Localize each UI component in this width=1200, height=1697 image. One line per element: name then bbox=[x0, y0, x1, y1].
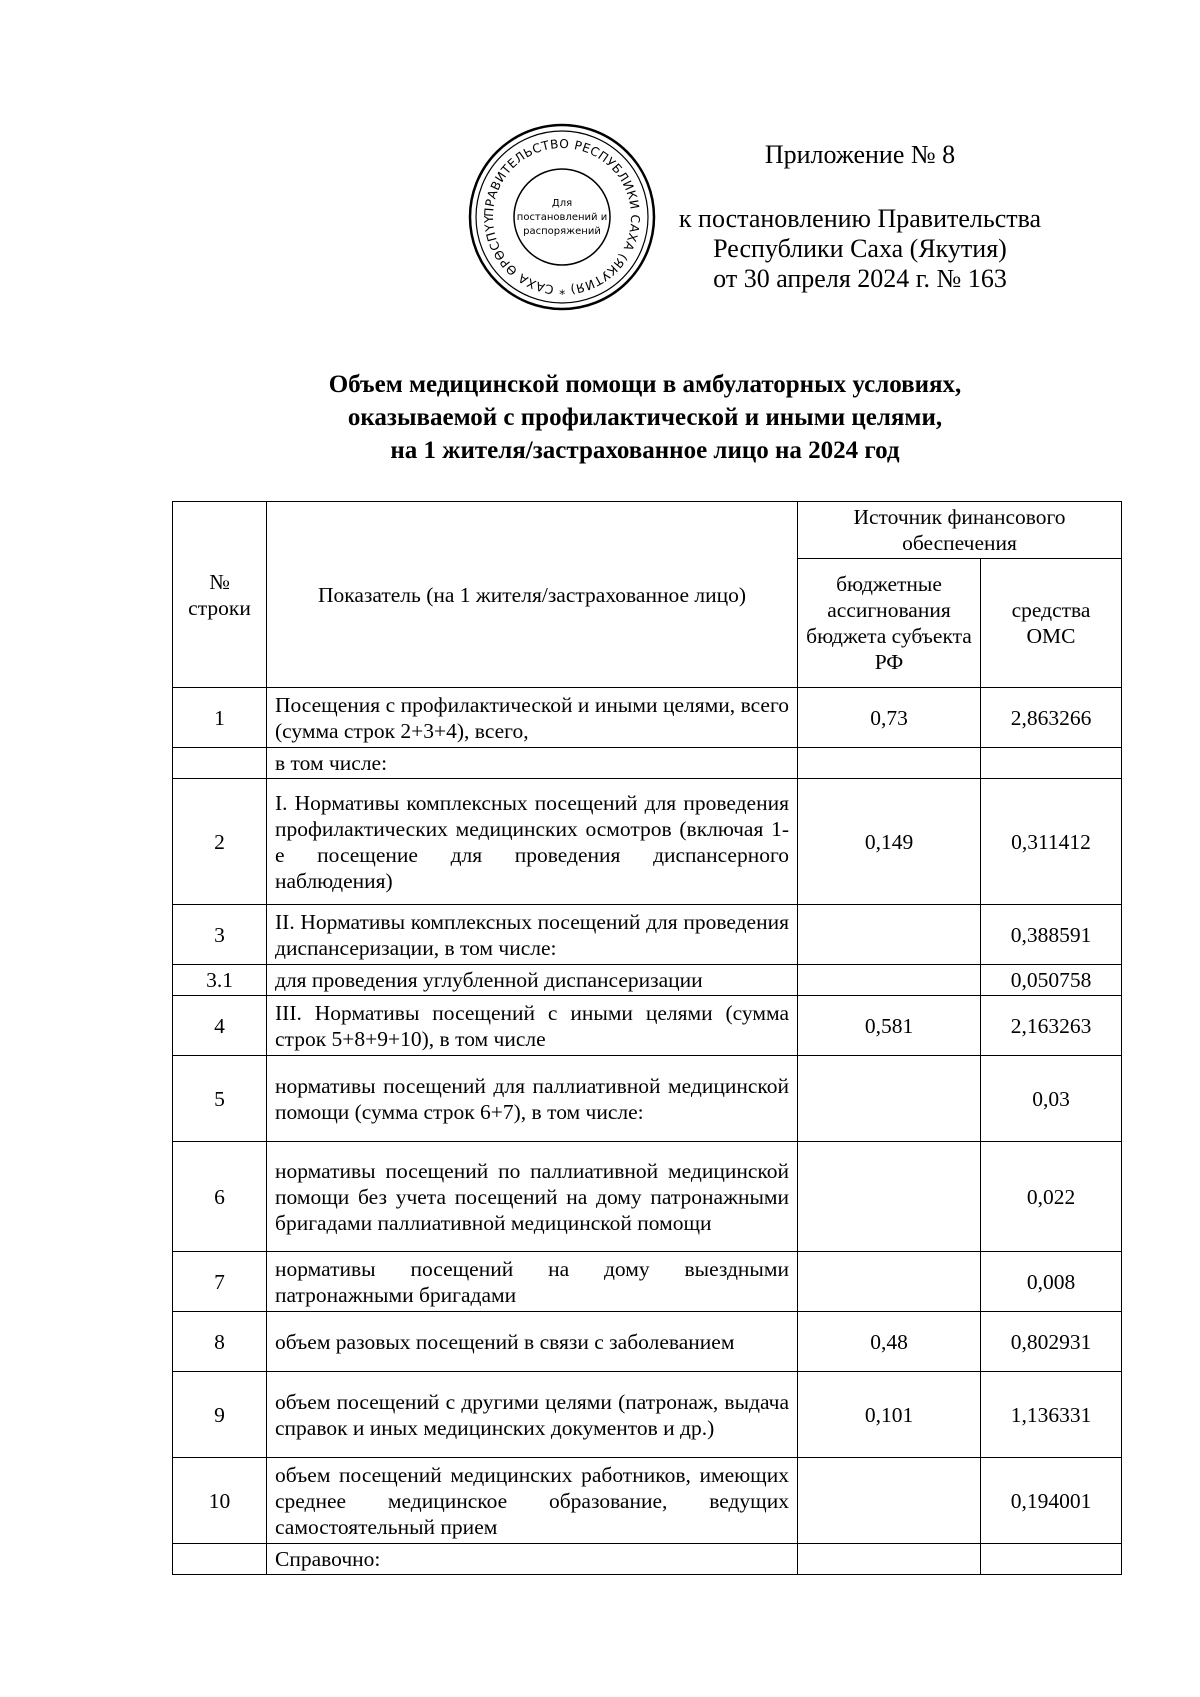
row-number-cell: 8 bbox=[173, 1312, 267, 1372]
oms-value-cell: 2,863266 bbox=[981, 688, 1122, 748]
header-oms: средства ОМС bbox=[981, 559, 1122, 688]
row-number-cell: 3.1 bbox=[173, 965, 267, 996]
oms-value-cell: 1,136331 bbox=[981, 1372, 1122, 1458]
oms-value-cell: 0,022 bbox=[981, 1142, 1122, 1252]
title-line1: Объем медицинской помощи в амбулаторных условиях, bbox=[328, 371, 962, 398]
table-row bbox=[173, 1142, 1122, 1252]
indicator-cell: Посещения с профилактической и иными целями, всего (сумма строк 2+3+4), всего, bbox=[267, 688, 798, 748]
title-line3: на 1 жителя/застрахованное лицо на 2024 год bbox=[390, 437, 900, 464]
indicator-cell: Справочно: bbox=[267, 1544, 798, 1575]
svg-text:ПРАВИТЕЛЬСТВО РЕСПУБЛИКИ САХА bbox=[467, 122, 642, 297]
budget-value-cell bbox=[798, 1142, 981, 1252]
row-number-cell bbox=[173, 748, 267, 779]
budget-value-cell: 0,581 bbox=[798, 996, 981, 1056]
oms-value-cell: 0,311412 bbox=[981, 779, 1122, 905]
indicator-cell: II. Нормативы комплексных посещений для проведения диспансеризации, в том числе: bbox=[267, 905, 798, 965]
header-budget: бюджетные ассигнования бюджета субъекта РФ bbox=[798, 559, 981, 688]
indicator-cell: нормативы посещений на дому выездными патронажными бригадами bbox=[267, 1252, 798, 1312]
budget-value-cell bbox=[798, 748, 981, 779]
budget-value-cell bbox=[798, 1458, 981, 1544]
seal-center-line3: распоряжений bbox=[523, 226, 601, 237]
indicator-cell: III. Нормативы посещений с иными целями (сумма строк 5+8+9+10), в том числе bbox=[267, 996, 798, 1056]
row-number-cell: 6 bbox=[173, 1142, 267, 1252]
budget-value-cell: 0,101 bbox=[798, 1372, 981, 1458]
budget-value-cell: 0,48 bbox=[798, 1312, 981, 1372]
oms-value-cell: 0,008 bbox=[981, 1252, 1122, 1312]
indicator-cell: нормативы посещений для паллиативной медицинской помощи (сумма строк 6+7), в том числе: bbox=[267, 1056, 798, 1142]
official-seal bbox=[467, 122, 657, 312]
seal-ring-text: ПРАВИТЕЛЬСТВО РЕСПУБЛИКИ САХА (ЯКУТИЯ) * САХА ӨРӨСПҮҮ bbox=[481, 136, 643, 298]
budget-value-cell bbox=[798, 1056, 981, 1142]
table-row bbox=[173, 779, 1122, 905]
indicator-cell: объем посещений с другими целями (патронаж, выдача справок и иных медицинских документов и др.) bbox=[267, 1372, 798, 1458]
oms-value-cell bbox=[981, 1544, 1122, 1575]
row-number-cell bbox=[173, 1544, 267, 1575]
seal-center-line2: постановлений и bbox=[516, 212, 608, 223]
table-body bbox=[173, 688, 1122, 1575]
table-row bbox=[173, 996, 1122, 1056]
seal-center-line1: Для bbox=[551, 198, 573, 209]
table-row bbox=[173, 1372, 1122, 1458]
row-number-cell: 1 bbox=[173, 688, 267, 748]
appendix-line1: к постановлению Правительства bbox=[678, 204, 1042, 233]
oms-value-cell: 2,163263 bbox=[981, 996, 1122, 1056]
table-row bbox=[173, 1458, 1122, 1544]
oms-value-cell: 0,194001 bbox=[981, 1458, 1122, 1544]
row-number-cell: 2 bbox=[173, 779, 267, 905]
seal-graphic bbox=[467, 122, 657, 312]
appendix-header bbox=[650, 140, 1070, 294]
header-row-number: № строки bbox=[173, 502, 267, 688]
indicator-cell: I. Нормативы комплексных посещений для проведения профилактических медицинских осмотров (включая 1-е посещение для проведения диспансерного наблюдения) bbox=[267, 779, 798, 905]
row-number-cell: 4 bbox=[173, 996, 267, 1056]
oms-value-cell: 0,802931 bbox=[981, 1312, 1122, 1372]
table-row bbox=[173, 748, 1122, 779]
indicator-cell: объем разовых посещений в связи с заболеванием bbox=[267, 1312, 798, 1372]
table-row bbox=[173, 1252, 1122, 1312]
appendix-label: Приложение № 8 bbox=[764, 140, 956, 169]
oms-value-cell: 0,050758 bbox=[981, 965, 1122, 996]
row-number-cell: 3 bbox=[173, 905, 267, 965]
budget-value-cell: 0,149 bbox=[798, 779, 981, 905]
table-row bbox=[173, 905, 1122, 965]
table-row bbox=[173, 1312, 1122, 1372]
budget-value-cell: 0,73 bbox=[798, 688, 981, 748]
budget-value-cell bbox=[798, 1252, 981, 1312]
header-funding-source: Источник финансового обеспечения bbox=[798, 502, 1122, 559]
indicator-cell: нормативы посещений по паллиативной медицинской помощи без учета посещений на дому патронажными бригадами паллиативной медицинской помощи bbox=[267, 1142, 798, 1252]
row-number-cell: 5 bbox=[173, 1056, 267, 1142]
oms-value-cell: 0,03 bbox=[981, 1056, 1122, 1142]
indicator-cell: объем посещений медицинских работников, имеющих среднее медицинское образование, ведущих самостоятельный прием bbox=[267, 1458, 798, 1544]
oms-value-cell bbox=[981, 748, 1122, 779]
title-line2: оказываемой с профилактической и иными целями, bbox=[347, 404, 943, 431]
oms-value-cell: 0,388591 bbox=[981, 905, 1122, 965]
table-row bbox=[173, 965, 1122, 996]
row-number-cell: 9 bbox=[173, 1372, 267, 1458]
appendix-line2: Республики Саха (Якутия) bbox=[713, 234, 1007, 263]
budget-value-cell bbox=[798, 1544, 981, 1575]
budget-value-cell bbox=[798, 965, 981, 996]
indicator-cell: для проведения углубленной диспансеризации bbox=[267, 965, 798, 996]
budget-value-cell bbox=[798, 905, 981, 965]
table-row bbox=[173, 688, 1122, 748]
row-number-cell: 7 bbox=[173, 1252, 267, 1312]
indicator-cell: в том числе: bbox=[267, 748, 798, 779]
volume-table bbox=[172, 501, 1122, 1575]
document-title bbox=[170, 368, 1120, 467]
table-row bbox=[173, 1056, 1122, 1142]
header-indicator: Показатель (на 1 жителя/застрахованное лицо) bbox=[267, 502, 798, 688]
table-row bbox=[173, 1544, 1122, 1575]
appendix-line3: от 30 апреля 2024 г. № 163 bbox=[713, 264, 1007, 293]
row-number-cell: 10 bbox=[173, 1458, 267, 1544]
